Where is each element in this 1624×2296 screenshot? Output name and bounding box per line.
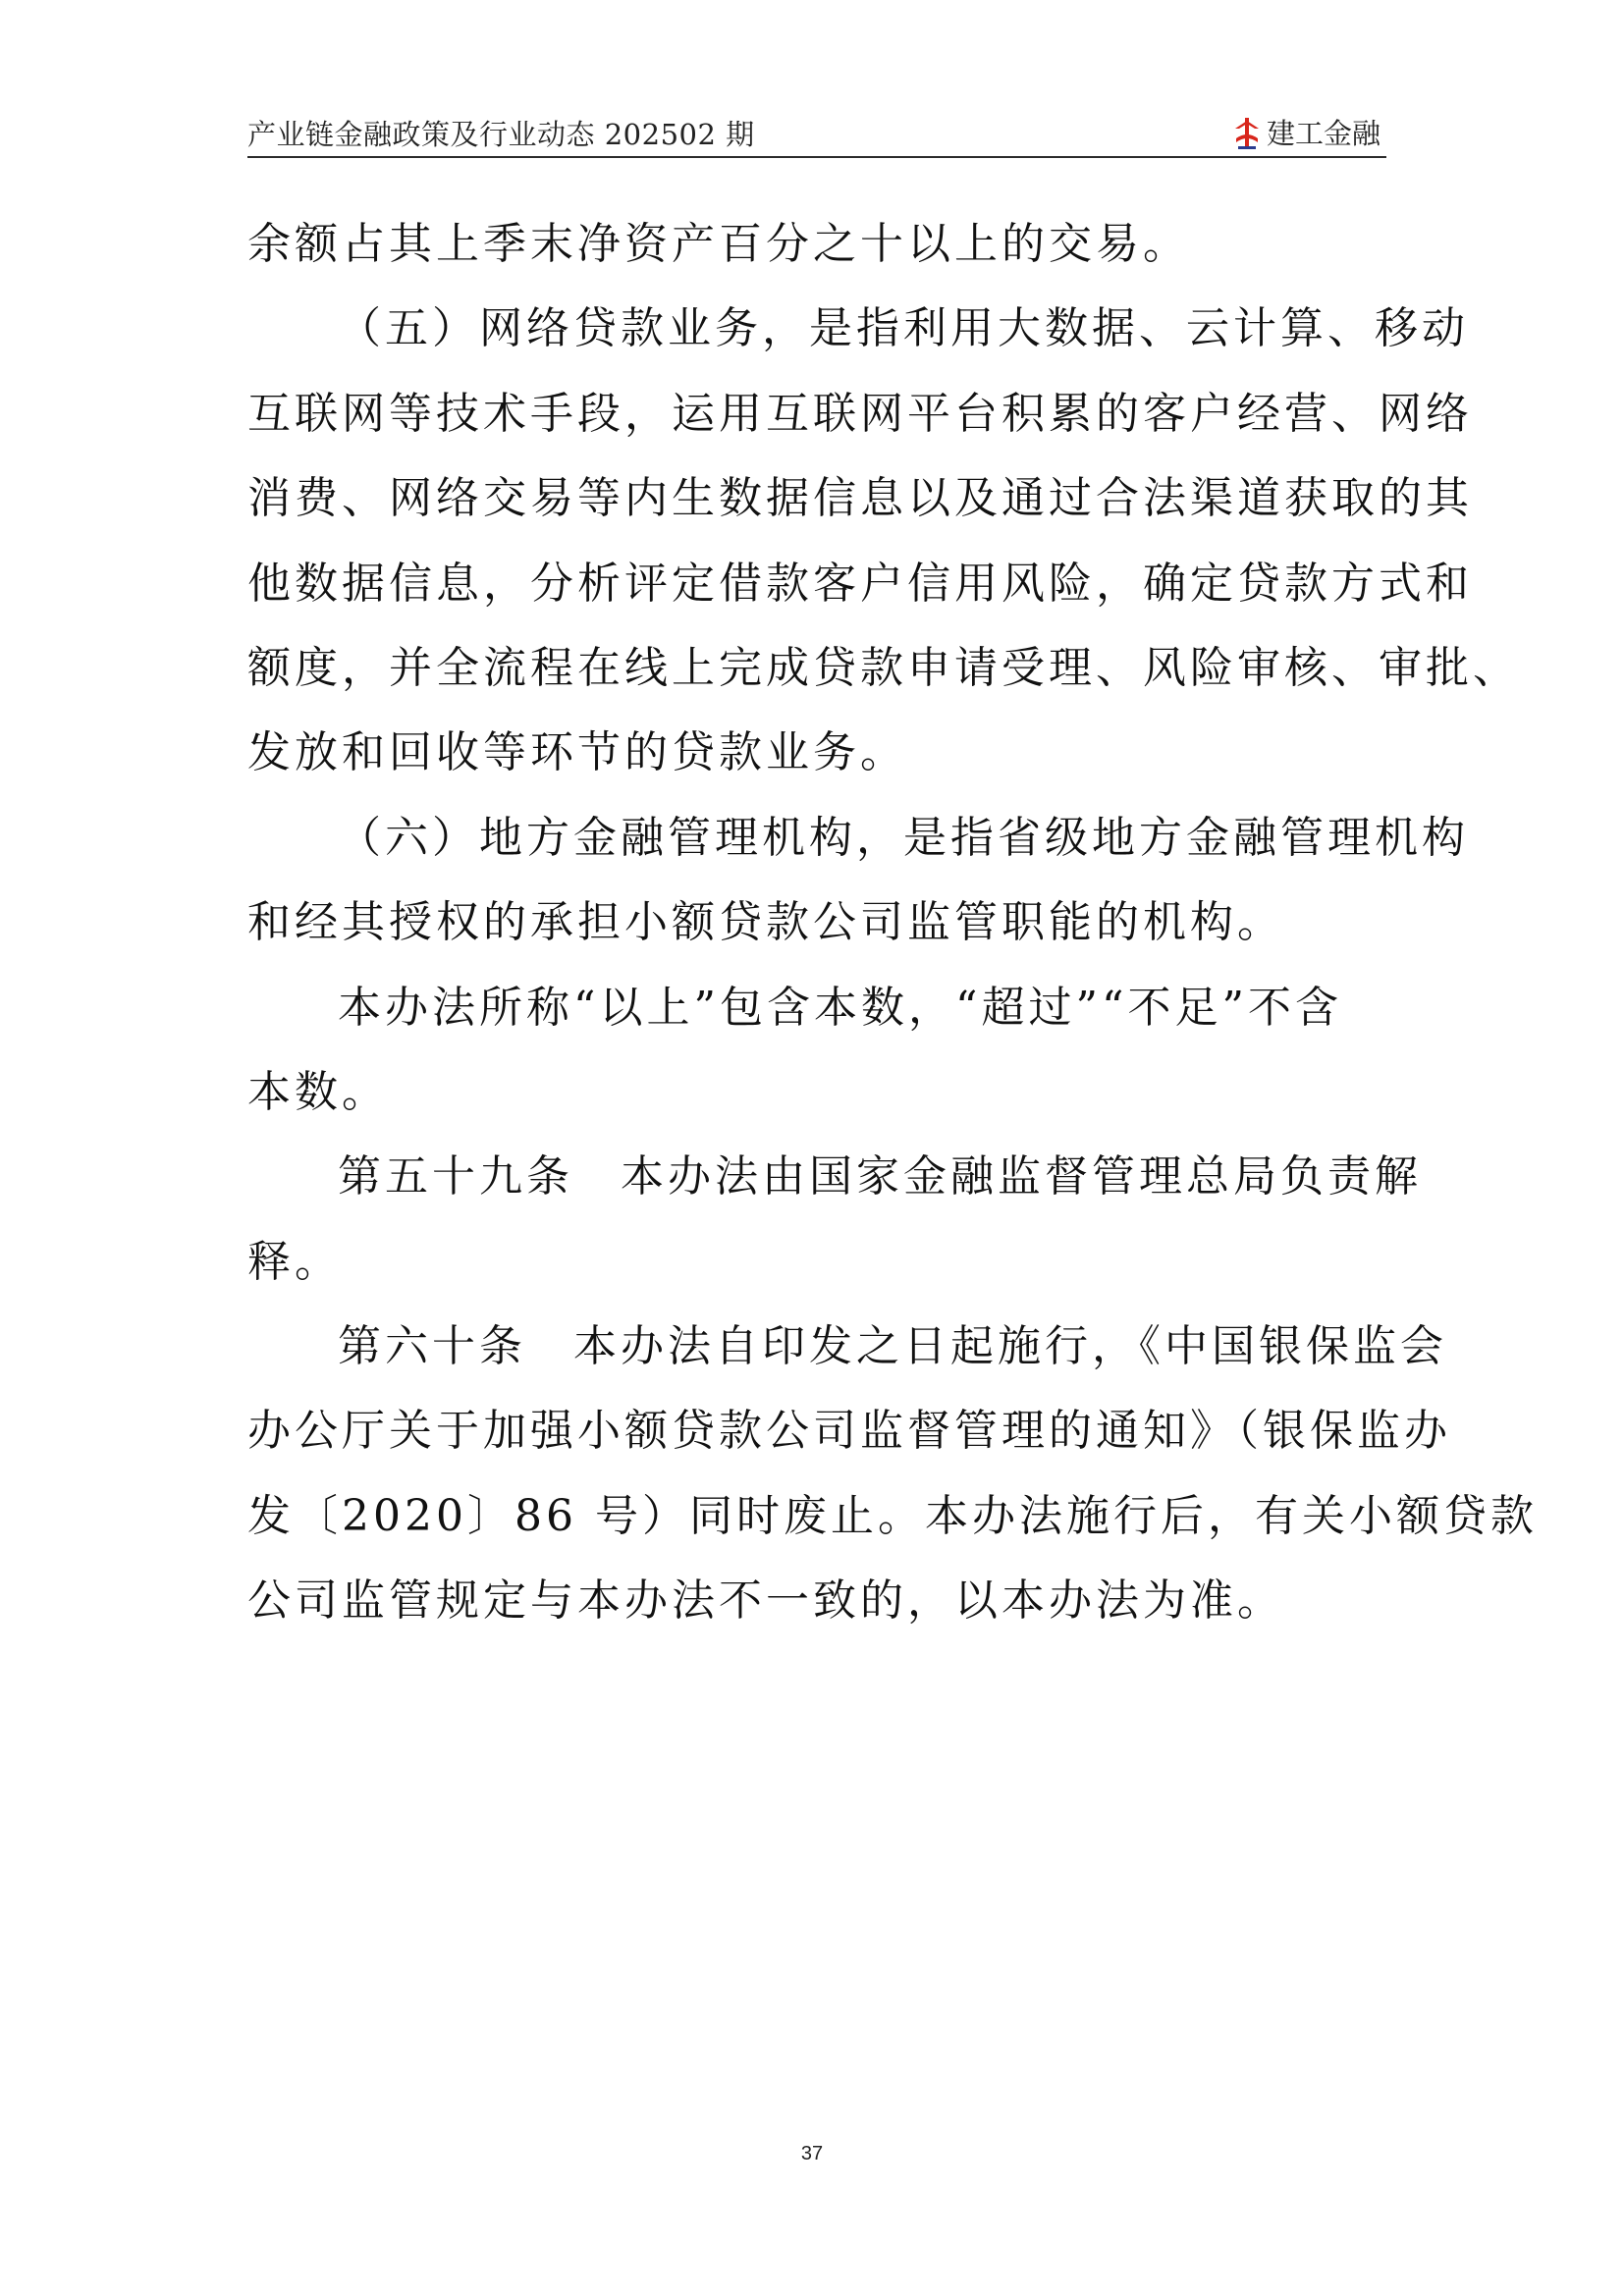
brand — [1233, 115, 1380, 152]
body-line: 本办法所称“以上”包含本数，“超过”“不足”不含 — [338, 982, 1342, 1033]
body-line: 第六十条 本办法自印发之日起施行，《中国银保监会 — [338, 1321, 1447, 1372]
brand-logo-icon — [1233, 117, 1261, 150]
body-line: 办公厅关于加强小额贷款公司监督管理的通知》（银保监办 — [247, 1406, 1451, 1457]
header-title: 产业链金融政策及行业动态 202502 期 — [247, 118, 755, 151]
body-line: 额度，并全流程在线上完成贷款申请受理、风险审核、审批、 — [247, 642, 1520, 693]
body-line: 公司监管规定与本办法不一致的，以本办法为准。 — [247, 1575, 1284, 1627]
document-body — [247, 202, 1538, 1644]
body-line: 消费、网络交易等内生数据信息以及通过合法渠道获取的其 — [247, 473, 1473, 524]
body-line: 发〔2020〕86 号）同时废止。本办法施行后，有关小额贷款 — [247, 1490, 1538, 1541]
body-line: 互联网等技术手段，运用互联网平台积累的客户经营、网络 — [247, 388, 1473, 439]
body-line: 余额占其上季末净资产百分之十以上的交易。 — [247, 219, 1190, 269]
body-line: （五）网络贷款业务，是指利用大数据、云计算、移动 — [338, 303, 1469, 354]
body-line: 释。 — [247, 1236, 342, 1287]
body-line: 第五十九条 本办法由国家金融监督管理总局负责解 — [338, 1151, 1422, 1202]
body-line: 本数。 — [247, 1066, 389, 1117]
page-number: 37 — [800, 2143, 824, 2164]
page-header — [247, 113, 1386, 158]
body-line: 他数据信息，分析评定借款客户信用风险，确定贷款方式和 — [247, 558, 1473, 609]
body-line: （六）地方金融管理机构，是指省级地方金融管理机构 — [338, 812, 1469, 863]
body-line: 和经其授权的承担小额贷款公司监管职能的机构。 — [247, 897, 1284, 948]
body-line: 发放和回收等环节的贷款业务。 — [247, 727, 907, 778]
brand-name: 建工金融 — [1266, 117, 1380, 150]
